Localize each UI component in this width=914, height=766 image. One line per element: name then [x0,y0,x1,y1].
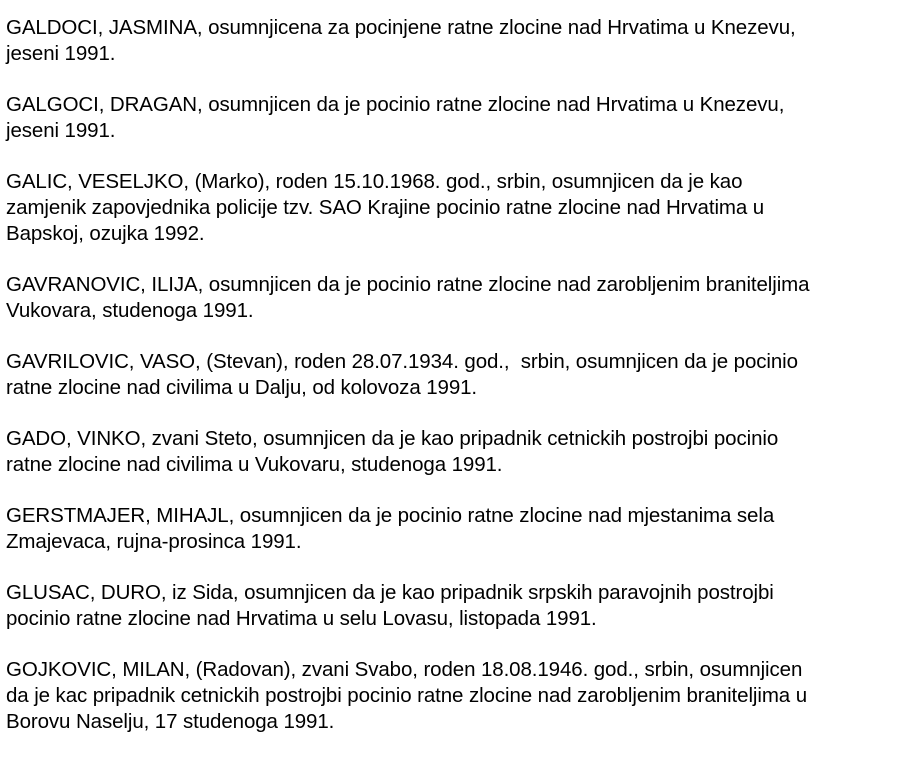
entry-line: Vukovara, studenoga 1991. [6,299,254,322]
list-entry-gojkovic [6,657,906,735]
entry-line: pocinio ratne zlocine nad Hrvatima u selu Lovasu, listopada 1991. [6,607,597,630]
list-entry-gerstmajer [6,503,906,555]
entry-line: jeseni 1991. [6,42,116,65]
entry-line: Zmajevaca, rujna-prosinca 1991. [6,530,302,553]
entry-line: GAVRANOVIC, ILIJA, osumnjicen da je pocinio ratne zlocine nad zarobljenim braniteljima [6,273,810,296]
list-entry-galgoci [6,92,906,144]
list-entry-gado [6,426,906,478]
entry-line: GALGOCI, DRAGAN, osumnjicen da je pocinio ratne zlocine nad Hrvatima u Knezevu, [6,93,785,116]
entry-line: ratne zlocine nad civilima u Dalju, od kolovoza 1991. [6,376,478,399]
list-entry-galic [6,169,906,247]
entry-line: GALDOCI, JASMINA, osumnjicena za pocinjene ratne zlocine nad Hrvatima u Knezevu, [6,16,796,39]
entry-line: zamjenik zapovjednika policije tzv. SAO Krajine pocinio ratne zlocine nad Hrvatima u [6,196,765,219]
entry-line: GOJKOVIC, MILAN, (Radovan), zvani Svabo, roden 18.08.1946. god., srbin, osumnjicen [6,658,803,681]
entry-line: GAVRILOVIC, VASO, (Stevan), roden 28.07.1934. god., srbin, osumnjicen da je pocinio [6,350,798,373]
entry-line: ratne zlocine nad civilima u Vukovaru, studenoga 1991. [6,453,503,476]
list-entry-glusac [6,580,906,632]
list-entry-galdoci [6,15,906,67]
entry-line: da je kac pripadnik cetnickih postrojbi pocinio ratne zlocine nad zarobljenim braniteljima u [6,684,807,707]
entry-line: GLUSAC, DURO, iz Sida, osumnjicen da je kao pripadnik srpskih paravojnih postrojbi [6,581,774,604]
entry-line: GERSTMAJER, MIHAJL, osumnjicen da je pocinio ratne zlocine nad mjestanima sela [6,504,775,527]
entry-line: GALIC, VESELJKO, (Marko), roden 15.10.1968. god., srbin, osumnjicen da je kao [6,170,743,193]
document-body [6,15,906,735]
entry-line: GADO, VINKO, zvani Steto, osumnjicen da je kao pripadnik cetnickih postrojbi pocinio [6,427,779,450]
entry-line: jeseni 1991. [6,119,116,142]
entry-line: Borovu Naselju, 17 studenoga 1991. [6,710,335,733]
list-entry-gavrilovic [6,349,906,401]
entry-line: Bapskoj, ozujka 1992. [6,222,205,245]
list-entry-gavranovic [6,272,906,324]
